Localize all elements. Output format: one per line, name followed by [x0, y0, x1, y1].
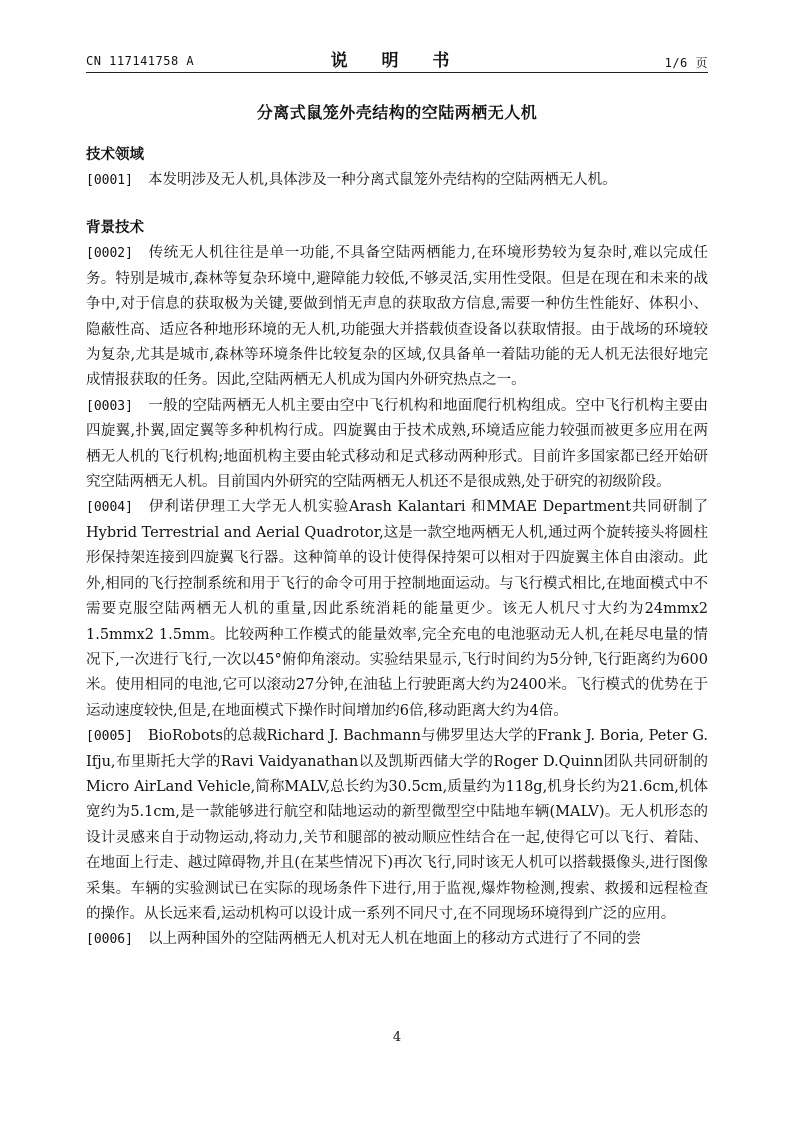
document-type: 说 明 书	[330, 51, 464, 71]
page-header	[86, 46, 708, 73]
publication-number: CN 117141758 A	[86, 54, 195, 68]
paragraph-text: 传统无人机往往是单一功能,不具备空陆两栖能力,在环境形势较为复杂时,难以完成任务。特别是城市,森林等复杂环境中,避障能力较低,不够灵活,实用性受限。但是在现在和未来的战争中,对于信息的获取极为关键,要做到悄无声息的获取敌方信息,需要一种仿生性能好、体积小、隐蔽性高、适应各种地形环境的无人机,功能强大并搭载侦查设备以获取情报。由于战场的环境较为复杂,尤其是城市,森林等环境条件比较复杂的区域,仅具备单一着陆功能的无人机无法很好地完成情报获取的任务。因此,空陆两栖无人机成为国内外研究热点之一。	[86, 245, 708, 389]
paragraph-text: 一般的空陆两栖无人机主要由空中飞行机构和地面爬行机构组成。空中飞行机构主要由四旋翼,扑翼,固定翼等多种机构行成。四旋翼由于技术成熟,环境适应能力较强而被更多应用在两栖无人机的飞行机构;地面机构主要由轮式移动和足式移动两种形式。目前许多国家都已经开始研究空陆两栖无人机。目前国内外研究的空陆两栖无人机还不是很成熟,处于研究的初级阶段。	[86, 397, 708, 491]
paragraph-number: [0004]	[86, 500, 133, 516]
section-background	[86, 215, 708, 952]
paragraph-text: 伊利诺伊理工大学无人机实验Arash Kalantari 和MMAE Department共同研制了Hybrid Terrestrial and Aerial Quadrotor,这是一款空地两栖无人机,通过两个旋转接头将圆柱形保持架连接到四旋翼飞行器。这种简单的设计使得保持架可以相对于四旋翼主体自由滚动。此外,相同的飞行控制系统和用于飞行的命令可用于控制地面运动。与飞行模式相比,在地面模式中不需要克服空陆两栖无人机的重量,因此系统消耗的能量更少。该无人机尺寸大约为24mmx2 1.5mmx2 1.5mm。比较两种工作模式的能量效率,完全充电的电池驱动无人机,在耗尽电量的情况下,一次进行飞行,一次以45°俯仰角滚动。实验结果显示,飞行时间约为5分钟,飞行距离约为600米。使用相同的电池,它可以滚动27分钟,在油毡上行驶距离大约为2400米。飞行模式的优势在于运动速度较快,但是,在地面模式下操作时间增加约6倍,移动距离大约为4倍。	[86, 499, 708, 719]
document-title: 分离式鼠笼外壳结构的空陆两栖无人机	[256, 103, 538, 122]
paragraph-number: [0001]	[86, 173, 133, 188]
paragraph-number: [0003]	[86, 398, 133, 414]
paragraph-number: [0006]	[86, 932, 133, 948]
paragraph-text: 以上两种国外的空陆两栖无人机对无人机在地面上的移动方式进行了不同的尝	[148, 931, 641, 948]
paragraph	[86, 168, 708, 193]
paragraph	[86, 495, 708, 724]
paragraph-number: [0002]	[86, 246, 133, 262]
section-technical-field	[86, 142, 708, 193]
page-indicator: 1/6 页	[664, 56, 708, 70]
paragraph	[86, 724, 708, 927]
section-heading: 技术领域	[86, 147, 144, 163]
paragraph	[86, 394, 708, 496]
document-body	[86, 142, 708, 953]
paragraph-number: [0005]	[86, 729, 133, 745]
page-number: 4	[392, 1030, 402, 1045]
paragraph-text: 本发明涉及无人机,具体涉及一种分离式鼠笼外壳结构的空陆两栖无人机。	[148, 172, 617, 188]
paragraph	[86, 927, 708, 952]
paragraph	[86, 241, 708, 393]
paragraph-text: BioRobots的总裁Richard J. Bachmann与佛罗里达大学的Frank J. Boria, Peter G. Ifju,布里斯托大学的Ravi Vaidyanathan以及凯斯西储大学的Roger D.Quinn团队共同研制的Micro AirLand Vehicle,简称MALV,总长约为30.5cm,质量约为118g,机身长约为21.6cm,机体宽约为5.1cm,是一款能够进行航空和陆地运动的新型微型空中陆地车辆(MALV)。无人机形态的设计灵感来自于动物运动,将动力,关节和腿部的被动顺应性结合在一起,使得它可以飞行、着陆、在地面上行走、越过障碍物,并且(在某些情况下)再次飞行,同时该无人机可以搭载摄像头,进行图像采集。车辆的实验测试已在实际的现场条件下进行,用于监视,爆炸物检测,搜索、救援和远程检查的操作。从长远来看,运动机构可以设计成一系列不同尺寸,在不同现场环境得到广泛的应用。	[86, 728, 708, 922]
section-heading: 背景技术	[86, 220, 144, 237]
